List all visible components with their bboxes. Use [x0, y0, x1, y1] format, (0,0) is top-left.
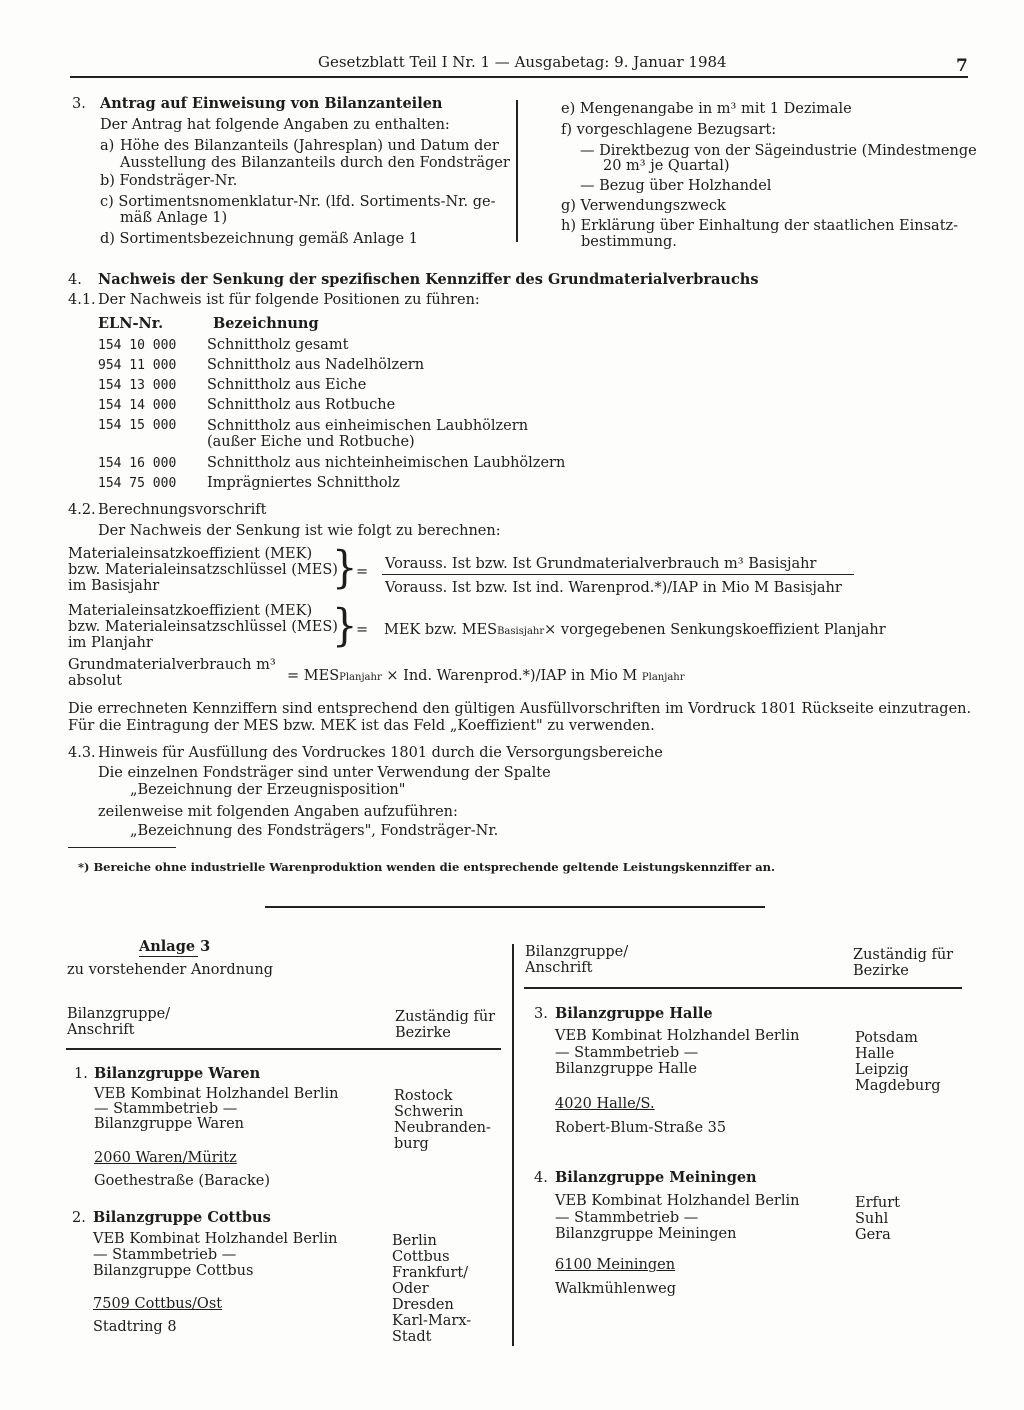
anlage-column-divider: [512, 944, 514, 1346]
formula2-rest: × vorgegebenen Senkungskoeffizient Planjahr: [544, 622, 886, 638]
item-e: e) Mengenangabe in m³ mit 1 Dezimale: [561, 101, 852, 117]
section-4-number: 4.: [68, 272, 82, 288]
note-line2: Für die Eintragung der MES bzw. MEK ist das Feld „Koeffizient" zu verwenden.: [68, 718, 655, 734]
section-4-title: Nachweis der Senkung der spezifischen Kennziffer des Grundmaterialverbrauchs: [98, 271, 759, 288]
group-org-line3: Bilanzgruppe Waren: [94, 1116, 244, 1132]
item-f1-line2: 20 m³ je Quartal): [603, 158, 730, 174]
formula2-label2: bzw. Materialeinsatzschlüssel (MES): [68, 619, 338, 635]
table-header-bezeichnung: Bezeichnung: [213, 315, 319, 332]
bezirk: Schwerin: [394, 1104, 464, 1120]
item-h-line1: h) Erklärung über Einhaltung der staatlichen Einsatz-: [561, 218, 959, 234]
formula2-label1: Materialeinsatzkoeffizient (MEK): [68, 603, 313, 619]
group-postcode: 4020 Halle/S.: [555, 1096, 655, 1112]
bezirk: Karl-Marx-: [392, 1313, 472, 1329]
table-header-eln: ELN-Nr.: [98, 315, 164, 332]
item-b: b) Fondsträger-Nr.: [100, 173, 238, 189]
group-postcode: 6100 Meiningen: [555, 1257, 676, 1273]
col1-header-line2: Anschrift: [67, 1022, 135, 1038]
group-bezirke: [394, 1088, 491, 1152]
group-street: Goethestraße (Baracke): [94, 1173, 271, 1189]
group-org-line3: Bilanzgruppe Halle: [555, 1061, 698, 1077]
group-bezirke: [392, 1233, 471, 1345]
note-line1: Die errechneten Kennziffern sind entsprechend den gültigen Ausfüllvorschriften im Vordruck 1801 Rückseite einzutragen.: [68, 701, 972, 717]
bezirk: Potsdam: [855, 1030, 918, 1046]
bezirk: Erfurt: [855, 1195, 900, 1211]
anlage-title: Anlage 3: [139, 938, 211, 955]
group-postcode: 2060 Waren/Müritz: [94, 1150, 237, 1166]
formula3-expression: [287, 668, 685, 687]
section-4-1-text: Der Nachweis ist für folgende Positionen zu führen:: [98, 292, 480, 308]
group-org-line1: VEB Kombinat Holzhandel Berlin: [93, 1231, 338, 1247]
formula1-label3: im Basisjahr: [68, 578, 160, 594]
col2-header-line2: Bezirke: [395, 1025, 451, 1041]
group-org-line2: — Stammbetrieb —: [555, 1045, 699, 1061]
group-org-line1: VEB Kombinat Holzhandel Berlin: [94, 1086, 339, 1102]
group-org-line1: VEB Kombinat Holzhandel Berlin: [555, 1028, 800, 1044]
item-a-letter: a): [100, 138, 115, 154]
formula1-denominator: Vorauss. Ist bzw. Ist ind. Warenprod.*)/IAP in Mio M Basisjahr: [385, 580, 842, 596]
bezirk: Neubranden-: [394, 1120, 491, 1136]
fraction-bar: [382, 574, 854, 575]
bezirk: Leipzig: [855, 1062, 909, 1078]
group-org-line2: — Stammbetrieb —: [94, 1101, 238, 1117]
table-row-eln: 954 11 000: [98, 358, 177, 373]
section-separator: [265, 906, 765, 908]
bezirk: Frankfurt/: [392, 1265, 469, 1281]
table-row-name: Schnittholz aus Eiche: [207, 377, 367, 393]
bezirk: Rostock: [394, 1088, 453, 1104]
header-underline-left: [66, 1048, 501, 1050]
group-number: 1.: [74, 1066, 88, 1082]
table-row-name-cont: (außer Eiche und Rotbuche): [207, 434, 415, 450]
table-row-eln: 154 10 000: [98, 338, 177, 353]
section-3-number: 3.: [72, 96, 86, 112]
header-underline-right: [524, 987, 962, 989]
table-row-eln: 154 15 000: [98, 418, 177, 433]
table-row-name: Schnittholz aus einheimischen Laubhölzern: [207, 418, 529, 434]
table-row-name: Imprägniertes Schnittholz: [207, 475, 400, 491]
section-4-3-line2: „Bezeichnung der Erzeugnisposition": [130, 782, 406, 798]
section-3-intro: Der Antrag hat folgende Angaben zu enthalten:: [100, 117, 450, 133]
item-f2: — Bezug über Holzhandel: [580, 178, 772, 194]
brace-icon: }: [332, 600, 358, 652]
formula2-term: MEK bzw. MES: [384, 622, 498, 638]
group-number: 2.: [72, 1210, 86, 1226]
brace-icon: }: [332, 542, 358, 594]
formula2-expression: [384, 622, 886, 641]
group-street: Walkmühlenweg: [555, 1281, 676, 1297]
footnote-rule: [68, 847, 176, 848]
footnote: *) Bereiche ohne industrielle Warenproduktion wenden die entsprechende geltende Leistungskennziffer an.: [78, 860, 776, 874]
formula2-subscript: Basisjahr: [497, 626, 545, 637]
bezirk: Magdeburg: [855, 1078, 941, 1094]
bezirk: Suhl: [855, 1211, 889, 1227]
item-h-line2: bestimmung.: [581, 234, 677, 250]
formula1-numerator: Vorauss. Ist bzw. Ist Grundmaterialverbrauch m³ Basisjahr: [385, 556, 817, 572]
group-title: Bilanzgruppe Cottbus: [93, 1209, 271, 1226]
group-org-line3: Bilanzgruppe Cottbus: [93, 1263, 254, 1279]
table-row-name: Schnittholz gesamt: [207, 337, 349, 353]
group-org-line2: — Stammbetrieb —: [93, 1247, 237, 1263]
formula3-term: = MES: [287, 668, 340, 684]
section-4-2-intro: Der Nachweis der Senkung ist wie folgt zu berechnen:: [98, 523, 501, 539]
formula3-mid: × Ind. Warenprod.*)/IAP in Mio M: [386, 668, 638, 684]
page-header-title: Gesetzblatt Teil I Nr. 1 — Ausgabetag: 9. Januar 1984: [318, 53, 727, 71]
anlage-title-underline: [139, 956, 198, 957]
group-street: Stadtring 8: [93, 1319, 177, 1335]
formula3-label1: Grundmaterialverbrauch m³: [68, 657, 276, 673]
group-title: Bilanzgruppe Meiningen: [555, 1169, 757, 1186]
formula2-equals: =: [356, 622, 369, 638]
group-street: Robert-Blum-Straße 35: [555, 1120, 727, 1136]
bezirk: Stadt: [392, 1329, 432, 1345]
group-title: Bilanzgruppe Waren: [94, 1065, 261, 1082]
table-row-eln: 154 14 000: [98, 398, 177, 413]
table-row-eln: 154 16 000: [98, 456, 177, 471]
item-f1-line1: — Direktbezug von der Sägeindustrie (Mindestmenge: [580, 143, 977, 159]
item-a-line1: Höhe des Bilanzanteils (Jahresplan) und Datum der: [120, 138, 499, 154]
col2-header-right-line1: Zuständig für: [853, 947, 954, 963]
table-row-name: Schnittholz aus Rotbuche: [207, 397, 396, 413]
bezirk: Dresden: [392, 1297, 454, 1313]
page-number: 7: [956, 56, 968, 76]
formula1-equals: =: [356, 564, 369, 580]
col1-header-right-line1: Bilanzgruppe/: [525, 944, 629, 960]
group-bezirke: [855, 1030, 940, 1094]
anlage-subtitle: zu vorstehender Anordnung: [67, 962, 274, 978]
section-4-2-number: 4.2.: [68, 502, 96, 518]
table-row-name: Schnittholz aus nichteinheimischen Laubhölzern: [207, 455, 566, 471]
section-4-3-line1: Die einzelnen Fondsträger sind unter Verwendung der Spalte: [98, 765, 551, 781]
section-3-title: Antrag auf Einweisung von Bilanzanteilen: [100, 95, 443, 112]
section-4-3-number: 4.3.: [68, 745, 96, 761]
item-c-line2: mäß Anlage 1): [120, 210, 228, 226]
formula2-label3: im Planjahr: [68, 635, 153, 651]
header-rule: [70, 76, 968, 78]
group-number: 4.: [534, 1170, 548, 1186]
group-org-line3: Bilanzgruppe Meiningen: [555, 1226, 737, 1242]
section-4-2-title: Berechnungsvorschrift: [98, 502, 267, 518]
table-row-eln: 154 13 000: [98, 378, 177, 393]
bezirk: Cottbus: [392, 1249, 450, 1265]
bezirk: burg: [394, 1136, 429, 1152]
formula1-label2: bzw. Materialeinsatzschlüssel (MES): [68, 562, 338, 578]
group-postcode: 7509 Cottbus/Ost: [93, 1296, 223, 1312]
item-d: d) Sortimentsbezeichnung gemäß Anlage 1: [100, 231, 418, 247]
col2-header-line1: Zuständig für: [395, 1009, 496, 1025]
section-4-1-number: 4.1.: [68, 292, 96, 308]
formula3-subscript2: Planjahr: [641, 672, 685, 683]
section-4-3-line4: „Bezeichnung des Fondsträgers", Fondsträger-Nr.: [130, 823, 499, 839]
column-divider: [516, 100, 518, 242]
col2-header-right-line2: Bezirke: [853, 963, 909, 979]
bezirk: Berlin: [392, 1233, 437, 1249]
formula3-label2: absolut: [68, 673, 122, 689]
group-org-line2: — Stammbetrieb —: [555, 1210, 699, 1226]
section-4-3-line3: zeilenweise mit folgenden Angaben aufzuführen:: [98, 804, 458, 820]
table-row-name: Schnittholz aus Nadelhölzern: [207, 357, 425, 373]
group-org-line1: VEB Kombinat Holzhandel Berlin: [555, 1193, 800, 1209]
col1-header-right-line2: Anschrift: [525, 960, 593, 976]
group-title: Bilanzgruppe Halle: [555, 1005, 713, 1022]
col1-header-line1: Bilanzgruppe/: [67, 1006, 171, 1022]
item-a-line2: Ausstellung des Bilanzanteils durch den Fondsträger: [120, 155, 510, 171]
formula3-subscript1: Planjahr: [339, 672, 382, 683]
item-c-line1: c) Sortimentsnomenklatur-Nr. (lfd. Sortiments-Nr. ge-: [100, 194, 496, 210]
bezirk: Oder: [392, 1281, 429, 1297]
table-row-eln: 154 75 000: [98, 476, 177, 491]
group-bezirke: [855, 1195, 900, 1243]
item-g: g) Verwendungszweck: [561, 198, 726, 214]
group-number: 3.: [534, 1006, 548, 1022]
bezirk: Gera: [855, 1227, 891, 1243]
formula1-label1: Materialeinsatzkoeffizient (MEK): [68, 546, 313, 562]
section-4-3-title: Hinweis für Ausfüllung des Vordruckes 1801 durch die Versorgungsbereiche: [98, 745, 663, 761]
bezirk: Halle: [855, 1046, 895, 1062]
item-f: f) vorgeschlagene Bezugsart:: [561, 122, 777, 138]
